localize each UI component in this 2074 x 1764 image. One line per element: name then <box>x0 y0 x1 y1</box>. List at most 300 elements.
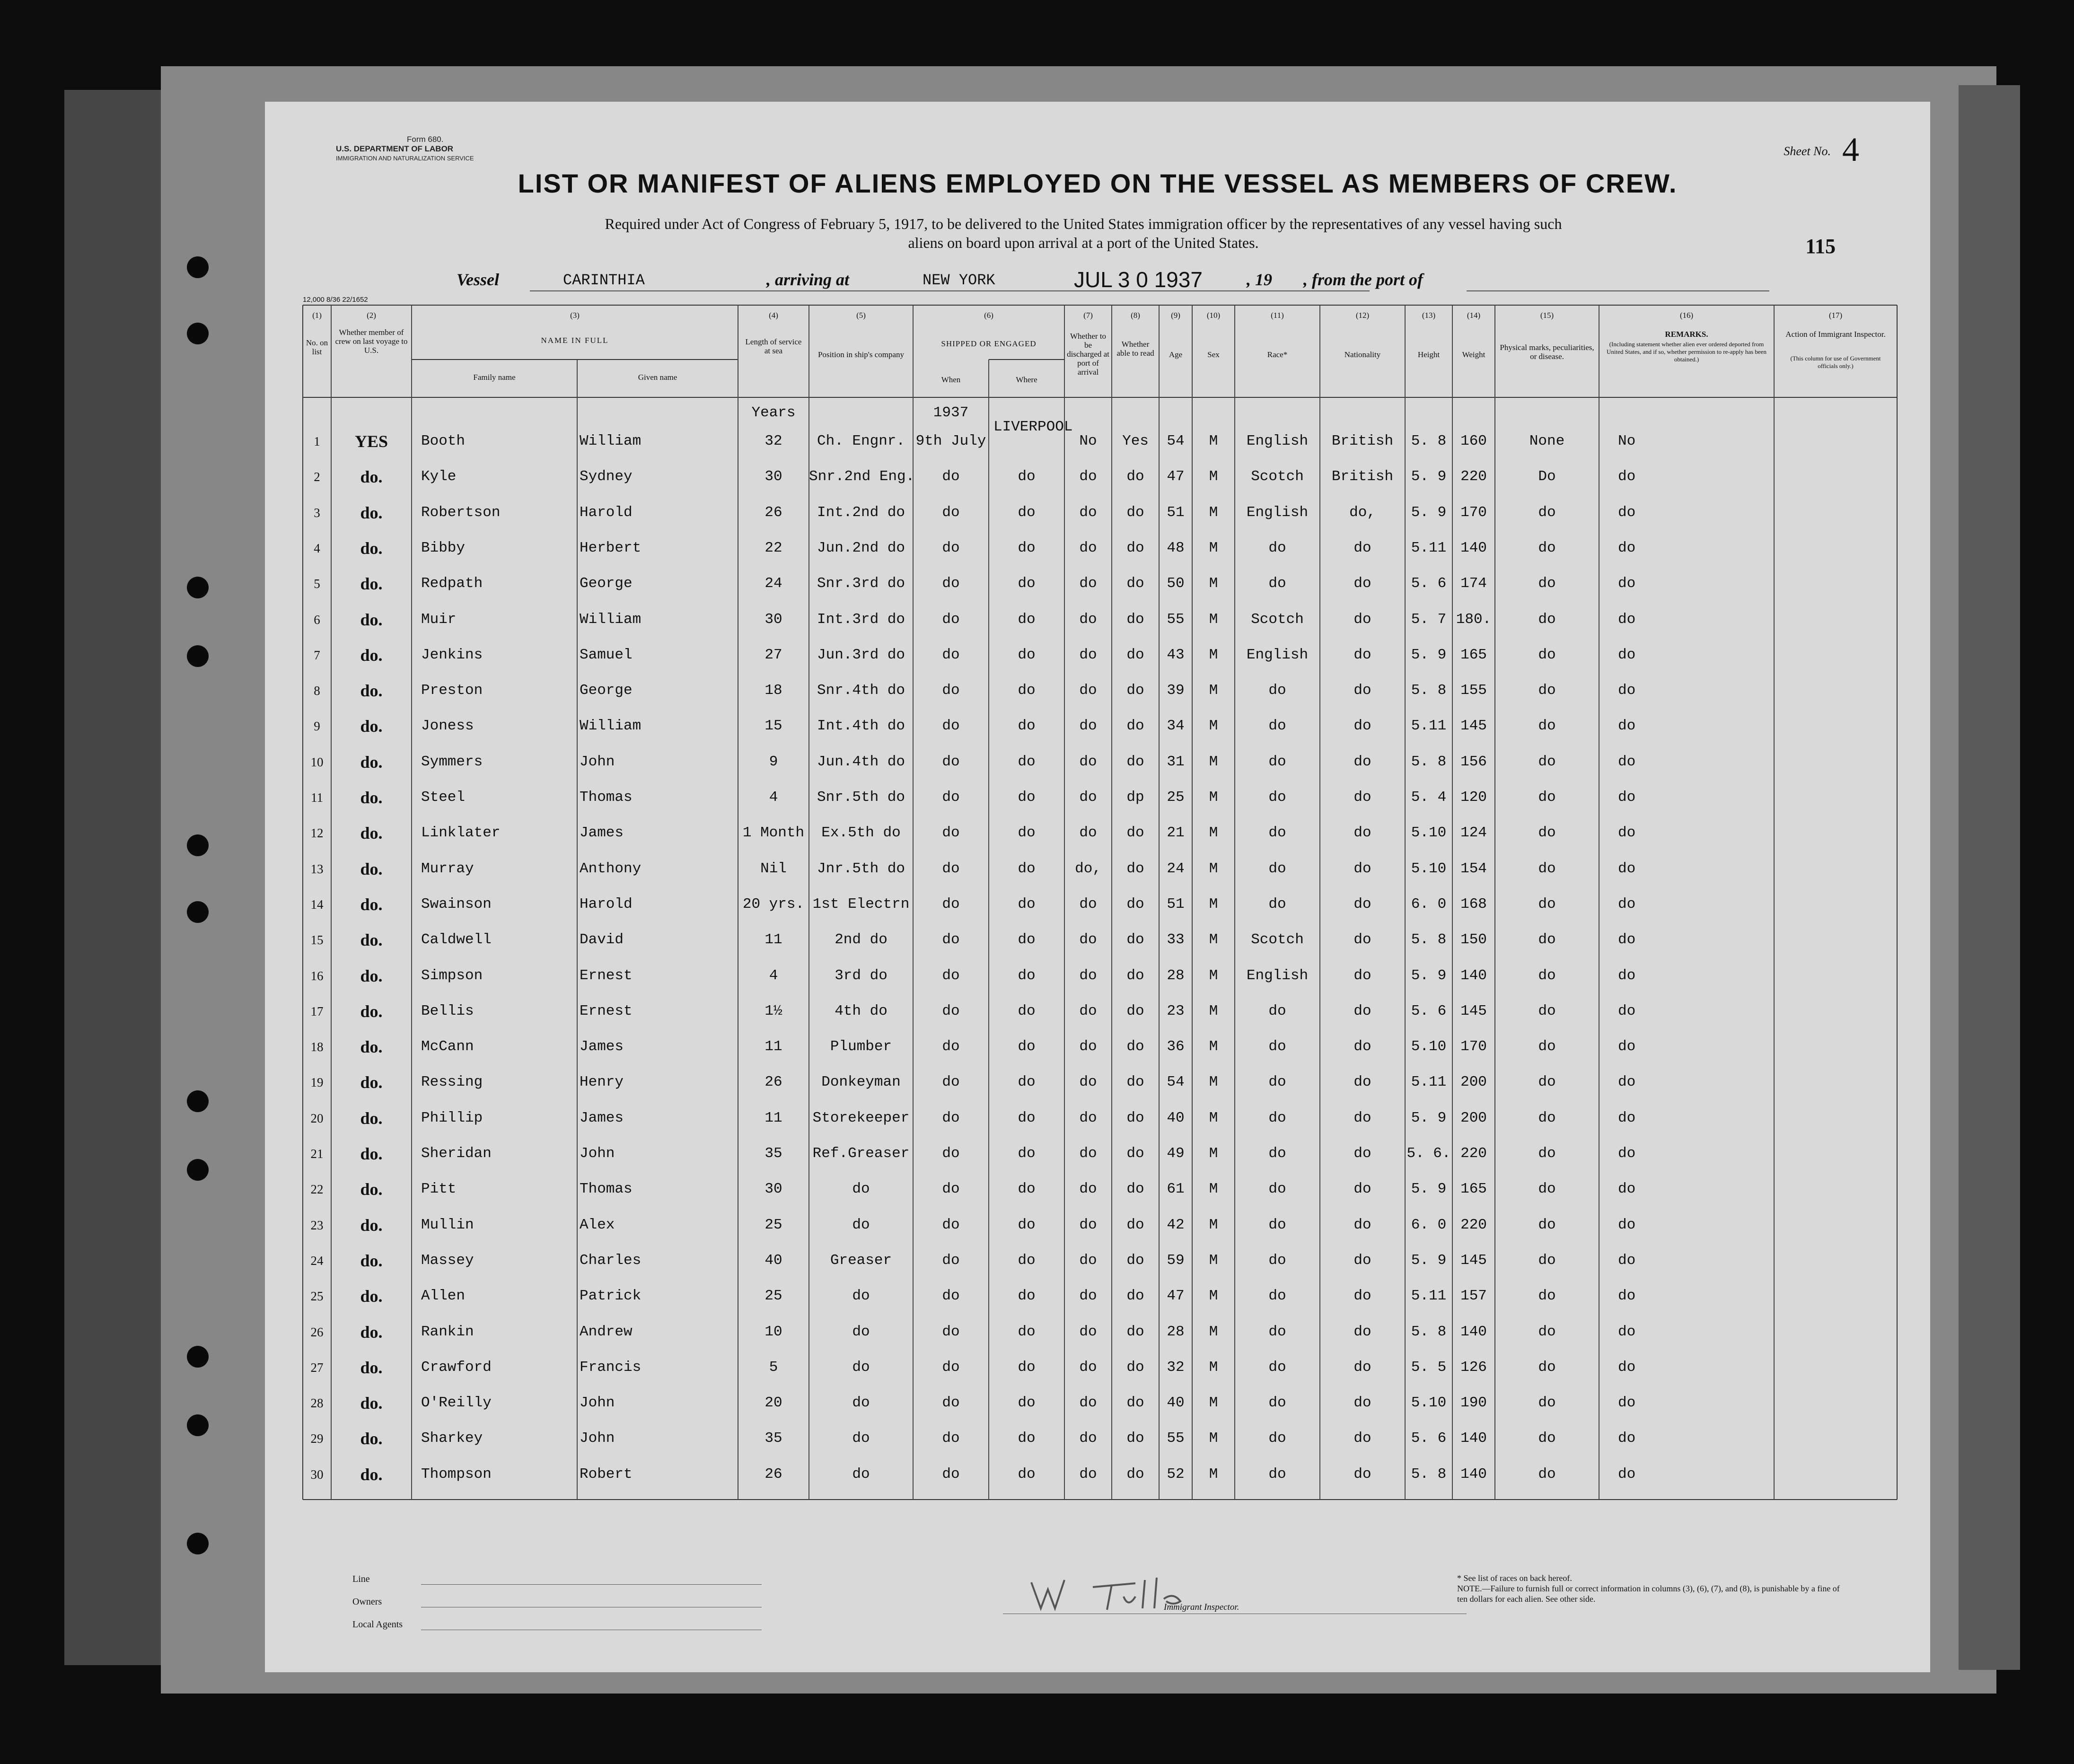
cell-nationality: do, <box>1349 504 1376 521</box>
cell-family: Thompson <box>421 1466 492 1483</box>
cell-weight: 145 <box>1460 1002 1487 1019</box>
cell-where: do <box>1018 753 1036 770</box>
cell-height: 5.11 <box>1411 1074 1447 1091</box>
cell-race: English <box>1246 433 1309 449</box>
cell-where: do <box>1018 682 1036 699</box>
cell-race: do <box>1268 1288 1286 1305</box>
cell-last: YES <box>354 432 388 451</box>
cell-sex: M <box>1209 895 1218 913</box>
header-when: When <box>941 375 961 384</box>
cell-where: do <box>1018 1145 1036 1162</box>
cell-position: Int.3rd do <box>817 611 905 628</box>
cell-age: 54 <box>1167 1074 1185 1091</box>
cell-age: 21 <box>1167 825 1185 842</box>
cell-remarks: do <box>1618 646 1636 663</box>
cell-discharged: do <box>1079 504 1097 521</box>
col-num-9: (9) <box>1171 311 1180 320</box>
header-family-name: Family name <box>473 373 516 382</box>
header-no-on-list: No. on list <box>306 338 328 356</box>
cell-given: William <box>580 718 642 735</box>
cell-race: do <box>1268 1145 1286 1162</box>
cell-height: 6. 0 <box>1411 895 1447 913</box>
cell-where: do <box>1018 1466 1036 1483</box>
cell-discharged: do, <box>1075 860 1101 877</box>
cell-where: do <box>1018 575 1036 592</box>
cell-no: 20 <box>310 1111 324 1125</box>
cell-last: do. <box>360 752 383 772</box>
cell-when: do <box>942 860 960 877</box>
cell-weight: 157 <box>1460 1288 1487 1305</box>
cell-marks: do <box>1538 967 1556 984</box>
cell-position: do <box>852 1216 870 1233</box>
cell-family: Caldwell <box>421 931 492 948</box>
cell-nationality: do <box>1353 1252 1371 1269</box>
cell-marks: do <box>1538 1252 1556 1269</box>
cell-marks: do <box>1538 539 1556 556</box>
cell-given: Patrick <box>580 1288 642 1305</box>
arriving-label: , arriving at <box>766 270 850 289</box>
cell-race: do <box>1268 1323 1286 1340</box>
cell-nationality: do <box>1353 1323 1371 1340</box>
cell-discharged: do <box>1079 1430 1097 1447</box>
cell-nationality: do <box>1353 539 1371 556</box>
cell-read: do <box>1126 646 1144 663</box>
cell-given: William <box>580 433 642 449</box>
cell-service: 11 <box>765 1109 782 1126</box>
cell-read: do <box>1126 860 1144 877</box>
cell-last: do. <box>360 467 383 487</box>
cell-sex: M <box>1209 931 1218 948</box>
punch-hole <box>187 1090 209 1112</box>
cell-discharged: do <box>1079 539 1097 556</box>
cell-family: Kyle <box>421 468 457 485</box>
cell-read: do <box>1126 825 1144 842</box>
cell-remarks: do <box>1618 1002 1636 1019</box>
cell-height: 5. 9 <box>1411 1109 1447 1126</box>
cell-where: do <box>1018 1395 1036 1412</box>
cell-age: 40 <box>1167 1395 1185 1412</box>
cell-age: 48 <box>1167 539 1185 556</box>
cell-weight: 126 <box>1460 1359 1487 1376</box>
cell-age: 34 <box>1167 718 1185 735</box>
cell-when: do <box>942 646 960 663</box>
cell-remarks: do <box>1618 931 1636 948</box>
cell-read: do <box>1126 504 1144 521</box>
cell-when: do <box>942 967 960 984</box>
cell-where: do <box>1018 1181 1036 1198</box>
cell-discharged: do <box>1079 1145 1097 1162</box>
cell-family: Massey <box>421 1252 474 1269</box>
cell-race: do <box>1268 539 1286 556</box>
cell-read: do <box>1126 718 1144 735</box>
cell-discharged: do <box>1079 1109 1097 1126</box>
col-num-15: (15) <box>1540 311 1554 320</box>
cell-remarks: do <box>1618 1216 1636 1233</box>
cell-read: do <box>1126 1466 1144 1483</box>
cell-age: 50 <box>1167 575 1185 592</box>
cell-position: do <box>852 1288 870 1305</box>
cell-marks: do <box>1538 789 1556 806</box>
cell-family: Joness <box>421 718 474 735</box>
cell-where: do <box>1018 539 1036 556</box>
cell-sex: M <box>1209 1216 1218 1233</box>
cell-last: do. <box>360 1287 383 1306</box>
cell-nationality: do <box>1353 1466 1371 1483</box>
cell-weight: 170 <box>1460 1038 1487 1055</box>
cell-no: 29 <box>310 1431 324 1446</box>
cell-given: Henry <box>580 1074 624 1091</box>
cell-position: do <box>852 1323 870 1340</box>
cell-service: 9 <box>769 753 778 770</box>
cell-marks: do <box>1538 646 1556 663</box>
cell-sex: M <box>1209 468 1218 485</box>
cell-service: 11 <box>765 1038 782 1055</box>
cell-weight: 190 <box>1460 1395 1487 1412</box>
cell-remarks: do <box>1618 895 1636 913</box>
cell-height: 5. 8 <box>1411 1323 1447 1340</box>
cell-service: 30 <box>765 468 782 485</box>
cell-given: George <box>580 575 633 592</box>
cell-nationality: do <box>1353 575 1371 592</box>
cell-last: do. <box>360 1001 383 1021</box>
punch-hole <box>187 901 209 923</box>
cell-position: 2nd do <box>835 931 888 948</box>
cell-weight: 220 <box>1460 468 1487 485</box>
cell-marks: do <box>1538 895 1556 913</box>
cell-sex: M <box>1209 1145 1218 1162</box>
cell-remarks: do <box>1618 1181 1636 1198</box>
header-name-in-full: NAME IN FULL <box>541 336 609 345</box>
cell-no: 15 <box>310 933 324 948</box>
cell-remarks: do <box>1618 682 1636 699</box>
cell-nationality: do <box>1353 1395 1371 1412</box>
cell-last: do. <box>360 1465 383 1484</box>
cell-nationality: do <box>1353 1288 1371 1305</box>
col-num-17: (17) <box>1828 311 1843 320</box>
cell-no: 28 <box>310 1396 324 1411</box>
cell-read: do <box>1126 1359 1144 1376</box>
header-nationality: Nationality <box>1344 350 1381 359</box>
cell-read: do <box>1126 682 1144 699</box>
cell-given: Ernest <box>580 967 633 984</box>
cell-race: do <box>1268 1002 1286 1019</box>
cell-height: 5. 5 <box>1411 1359 1447 1376</box>
cell-age: 55 <box>1167 1430 1185 1447</box>
cell-nationality: do <box>1353 611 1371 628</box>
cell-marks: do <box>1538 825 1556 842</box>
cell-read: do <box>1126 1216 1144 1233</box>
cell-nationality: do <box>1353 1074 1371 1091</box>
cell-where: do <box>1018 860 1036 877</box>
cell-service: 10 <box>765 1323 782 1340</box>
cell-discharged: do <box>1079 1216 1097 1233</box>
cell-read: do <box>1126 1002 1144 1019</box>
cell-position: Jun.2nd do <box>817 539 905 556</box>
cell-height: 5. 8 <box>1411 753 1447 770</box>
cell-service: 30 <box>765 1181 782 1198</box>
cell-discharged: do <box>1079 931 1097 948</box>
cell-last: do. <box>360 1215 383 1235</box>
cell-last: do. <box>360 574 383 594</box>
cell-age: 51 <box>1167 504 1185 521</box>
cell-height: 5. 9 <box>1411 1252 1447 1269</box>
cell-discharged: do <box>1079 468 1097 485</box>
punch-hole <box>187 1346 209 1368</box>
cell-read: do <box>1126 611 1144 628</box>
service-unit: Years <box>751 404 796 421</box>
cell-given: Andrew <box>580 1323 633 1340</box>
cell-when: do <box>942 1074 960 1091</box>
cell-no: 23 <box>310 1218 324 1232</box>
cell-remarks: No <box>1618 433 1636 449</box>
cell-remarks: do <box>1618 468 1636 485</box>
cell-discharged: do <box>1079 825 1097 842</box>
cell-remarks: do <box>1618 1323 1636 1340</box>
cell-when: do <box>942 682 960 699</box>
cell-discharged: do <box>1079 718 1097 735</box>
cell-last: do. <box>360 895 383 914</box>
cell-height: 5. 8 <box>1411 1466 1447 1483</box>
cell-no: 7 <box>314 648 320 662</box>
cell-last: do. <box>360 1180 383 1199</box>
cell-when: do <box>942 1145 960 1162</box>
cell-given: Francis <box>580 1359 642 1376</box>
subtitle-line-1: Required under Act of Congress of February 5, 1917, to be delivered to the United States immigration officer by the representatives of any vessel having such <box>605 215 1562 232</box>
cell-weight: 180. <box>1456 611 1492 628</box>
header-remarks-note: (Including statement whether alien ever ordered deported from United States, and if so, whether permission to re-apply has been obtained.) <box>1607 341 1766 363</box>
cell-sex: M <box>1209 1430 1218 1447</box>
header-length-of-service: Length of service at sea <box>745 337 802 355</box>
cell-race: do <box>1268 1038 1286 1055</box>
cell-when: do <box>942 468 960 485</box>
cell-service: 27 <box>765 646 782 663</box>
folio-edge <box>1959 85 2020 1670</box>
cell-age: 25 <box>1167 789 1185 806</box>
cell-when: do <box>942 1109 960 1126</box>
sheet-number-value: 4 <box>1842 131 1859 168</box>
cell-age: 28 <box>1167 1323 1185 1340</box>
print-code: 12,000 8/36 22/1652 <box>303 296 368 304</box>
cell-when: do <box>942 504 960 521</box>
cell-no: 14 <box>310 897 324 912</box>
cell-no: 13 <box>310 861 324 876</box>
cell-family: Mullin <box>421 1216 474 1233</box>
col-num-13: (13) <box>1422 311 1436 320</box>
cell-height: 5.10 <box>1411 1038 1447 1055</box>
cell-nationality: do <box>1353 1430 1371 1447</box>
cell-remarks: do <box>1618 1252 1636 1269</box>
cell-race: do <box>1268 1074 1286 1091</box>
cell-given: James <box>580 1109 624 1126</box>
cell-weight: 165 <box>1460 1181 1487 1198</box>
cell-when: do <box>942 825 960 842</box>
cell-when: do <box>942 1252 960 1269</box>
cell-given: Herbert <box>580 539 642 556</box>
cell-when: do <box>942 931 960 948</box>
cell-marks: do <box>1538 1109 1556 1126</box>
cell-given: James <box>580 1038 624 1055</box>
cell-weight: 124 <box>1460 825 1487 842</box>
cell-family: Bellis <box>421 1002 474 1019</box>
cell-service: 24 <box>765 575 782 592</box>
cell-sex: M <box>1209 1323 1218 1340</box>
cell-height: 5. 6. <box>1406 1145 1451 1162</box>
department-name: U.S. DEPARTMENT OF LABOR <box>336 144 454 153</box>
cell-discharged: do <box>1079 646 1097 663</box>
cell-marks: do <box>1538 1074 1556 1091</box>
cell-no: 12 <box>310 826 324 841</box>
service-name: IMMIGRATION AND NATURALIZATION SERVICE <box>336 155 474 162</box>
cell-position: Jnr.5th do <box>817 860 905 877</box>
cell-no: 25 <box>310 1289 324 1304</box>
cell-weight: 220 <box>1460 1216 1487 1233</box>
cell-where: do <box>1018 718 1036 735</box>
arrival-port: NEW YORK <box>923 272 995 289</box>
cell-no: 1 <box>314 434 320 448</box>
header-able-to-read: Whether able to read <box>1116 340 1154 358</box>
cell-height: 5. 9 <box>1411 967 1447 984</box>
cell-no: 5 <box>314 577 320 591</box>
cell-weight: 140 <box>1460 1466 1487 1483</box>
header-race: Race* <box>1267 350 1288 359</box>
cell-height: 6. 0 <box>1411 1216 1447 1233</box>
cell-read: do <box>1126 1145 1144 1162</box>
cell-no: 16 <box>310 968 324 983</box>
cell-given: David <box>580 931 624 948</box>
cell-family: Rankin <box>421 1323 474 1340</box>
from-port-label: , from the port of <box>1303 270 1424 289</box>
header-where: Where <box>1016 375 1037 384</box>
cell-no: 30 <box>310 1467 324 1482</box>
cell-sex: M <box>1209 1074 1218 1091</box>
cell-discharged: do <box>1079 895 1097 913</box>
cell-position: Storekeeper <box>812 1109 910 1126</box>
cell-family: Sharkey <box>421 1430 483 1447</box>
cell-sex: M <box>1209 860 1218 877</box>
cell-discharged: do <box>1079 1252 1097 1269</box>
cell-race: do <box>1268 860 1286 877</box>
cell-age: 33 <box>1167 931 1185 948</box>
header-height: Height <box>1417 350 1440 359</box>
cell-last: do. <box>360 717 383 736</box>
col-num-3: (3) <box>570 311 580 320</box>
cell-read: do <box>1126 1395 1144 1412</box>
cell-given: Robert <box>580 1466 633 1483</box>
cell-where: do <box>1018 895 1036 913</box>
cell-age: 47 <box>1167 1288 1185 1305</box>
vessel-info-row <box>265 267 1930 293</box>
cell-service: 1 Month <box>742 825 805 842</box>
cell-service: 15 <box>765 718 782 735</box>
cell-last: do. <box>360 1251 383 1270</box>
cell-height: 5. 6 <box>1411 575 1447 592</box>
cell-discharged: do <box>1079 611 1097 628</box>
cell-when: do <box>942 1359 960 1376</box>
cell-last: do. <box>360 1429 383 1448</box>
cell-nationality: do <box>1353 1145 1371 1162</box>
cell-given: Harold <box>580 895 633 913</box>
col-num-2: (2) <box>367 311 376 320</box>
cell-marks: do <box>1538 1430 1556 1447</box>
document-title: LIST OR MANIFEST OF ALIENS EMPLOYED ON THE VESSEL AS MEMBERS OF CREW. <box>518 168 1678 198</box>
cell-marks: do <box>1538 1216 1556 1233</box>
cell-age: 52 <box>1167 1466 1185 1483</box>
cell-no: 21 <box>310 1147 324 1161</box>
cell-position: Greaser <box>830 1252 892 1269</box>
cell-sex: M <box>1209 1002 1218 1019</box>
cell-last: do. <box>360 645 383 665</box>
cell-no: 19 <box>310 1075 324 1090</box>
cell-race: do <box>1268 1359 1286 1376</box>
cell-age: 23 <box>1167 1002 1185 1019</box>
cell-sex: M <box>1209 504 1218 521</box>
cell-when: do <box>942 1323 960 1340</box>
cell-position: 4th do <box>835 1002 888 1019</box>
cell-weight: 200 <box>1460 1074 1487 1091</box>
cell-given: Charles <box>580 1252 642 1269</box>
cell-position: Int.2nd do <box>817 504 905 521</box>
cell-where: do <box>1018 611 1036 628</box>
cell-given: Sydney <box>580 468 633 485</box>
cell-last: do. <box>360 930 383 950</box>
cell-last: do. <box>360 1394 383 1413</box>
cell-nationality: do <box>1353 753 1371 770</box>
cell-remarks: do <box>1618 1430 1636 1447</box>
cell-service: 30 <box>765 611 782 628</box>
cell-marks: do <box>1538 1145 1556 1162</box>
cell-weight: 140 <box>1460 967 1487 984</box>
cell-service: Nil <box>760 860 787 877</box>
cell-discharged: do <box>1079 753 1097 770</box>
cell-age: 42 <box>1167 1216 1185 1233</box>
cell-remarks: do <box>1618 718 1636 735</box>
cell-nationality: British <box>1331 468 1394 485</box>
cell-position: Jun.3rd do <box>817 646 905 663</box>
cell-weight: 140 <box>1460 1323 1487 1340</box>
col-num-4: (4) <box>769 311 778 320</box>
cell-race: do <box>1268 753 1286 770</box>
cell-position: Jun.4th do <box>817 753 905 770</box>
binder-strip <box>64 90 168 1665</box>
cell-nationality: do <box>1353 789 1371 806</box>
cell-read: do <box>1126 575 1144 592</box>
cell-last: do. <box>360 538 383 558</box>
cell-discharged: do <box>1079 1074 1097 1091</box>
cell-sex: M <box>1209 1252 1218 1269</box>
cell-height: 5.11 <box>1411 718 1447 735</box>
cell-read: do <box>1126 468 1144 485</box>
cell-marks: do <box>1538 931 1556 948</box>
cell-height: 5. 9 <box>1411 468 1447 485</box>
cell-discharged: do <box>1079 575 1097 592</box>
cell-read: do <box>1126 1430 1144 1447</box>
cell-nationality: do <box>1353 646 1371 663</box>
cell-read: do <box>1126 753 1144 770</box>
col-num-5: (5) <box>856 311 866 320</box>
cell-height: 5. 7 <box>1411 611 1447 628</box>
cell-given: John <box>580 753 615 770</box>
cell-where: do <box>1018 825 1036 842</box>
cell-age: 43 <box>1167 646 1185 663</box>
cell-nationality: do <box>1353 718 1371 735</box>
cell-remarks: do <box>1618 1395 1636 1412</box>
cell-race: English <box>1246 646 1309 663</box>
cell-when: do <box>942 1466 960 1483</box>
cell-height: 5. 9 <box>1411 504 1447 521</box>
cell-given: George <box>580 682 633 699</box>
cell-sex: M <box>1209 611 1218 628</box>
cell-last: do. <box>360 1358 383 1377</box>
